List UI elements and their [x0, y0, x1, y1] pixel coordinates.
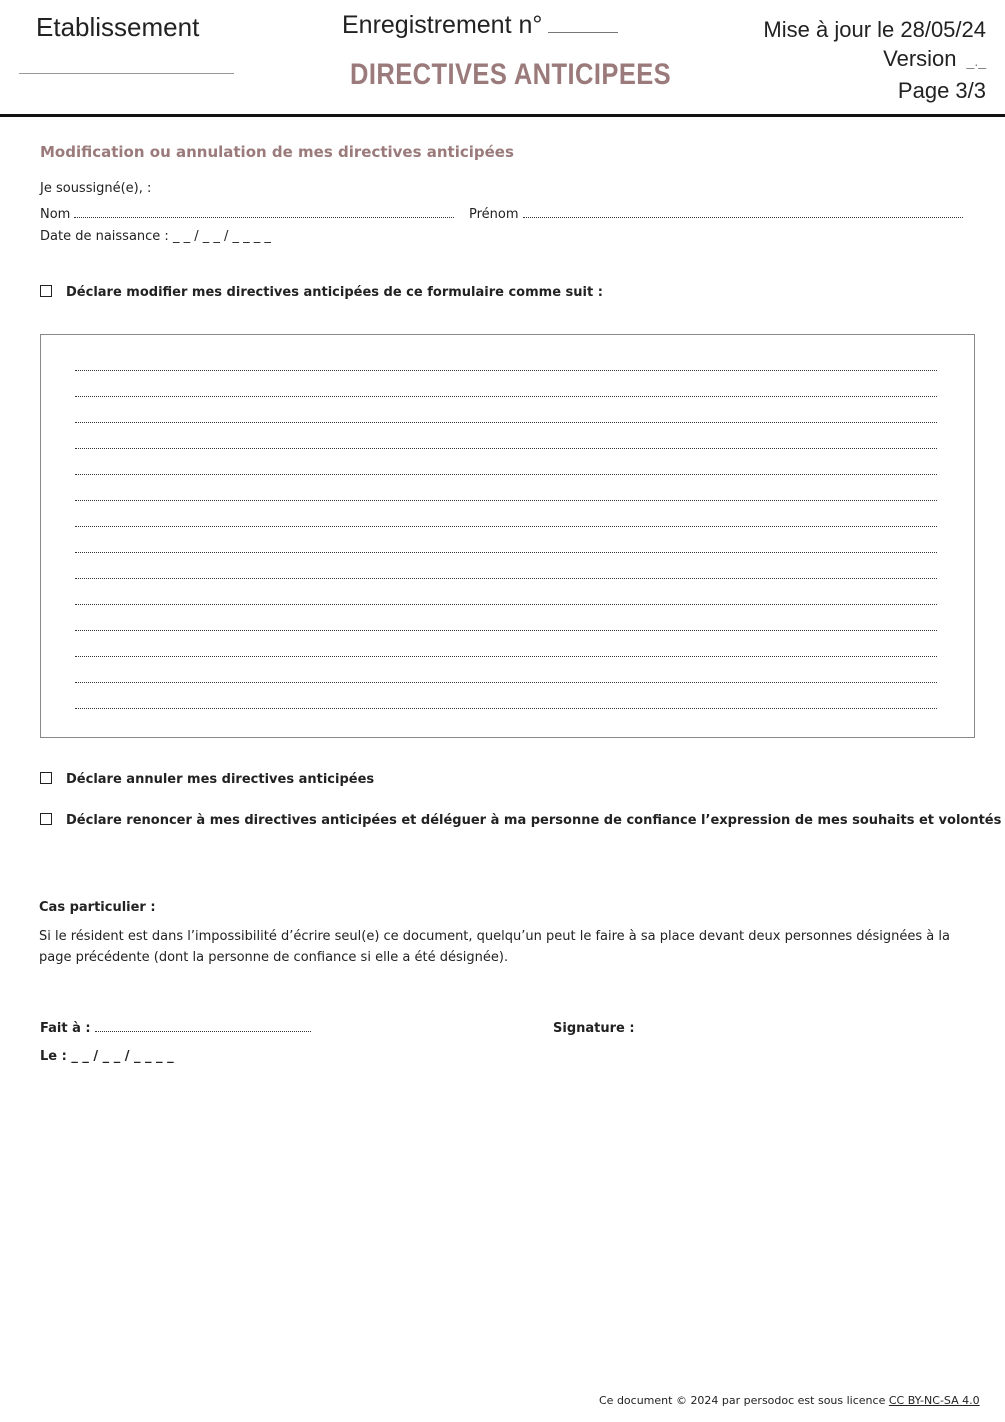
document-meta [763, 15, 986, 105]
version-value: _._ [966, 53, 986, 69]
writing-line [75, 370, 937, 371]
page-number: Page 3/3 [897, 78, 986, 103]
option-cancel-label: Déclare annuler mes directives anticipées [66, 772, 375, 787]
writing-line [75, 682, 937, 683]
writing-line [75, 448, 937, 449]
last-name-field[interactable] [40, 205, 454, 222]
writing-line [75, 474, 937, 475]
option-modify[interactable] [40, 285, 603, 300]
writing-line [75, 552, 937, 553]
date-field[interactable]: Le : _ _ / _ _ / _ _ _ _ [40, 1049, 174, 1064]
registration-label: Enregistrement n° [342, 11, 543, 39]
writing-line [75, 656, 937, 657]
checkbox[interactable] [40, 813, 52, 825]
checkbox[interactable] [40, 285, 52, 297]
page-title: DIRECTIVES ANTICIPEES [350, 58, 672, 91]
writing-line [75, 630, 937, 631]
update-date: Mise à jour le 28/05/24 [763, 17, 986, 42]
license-link[interactable]: CC BY-NC-SA 4.0 [888, 1394, 980, 1407]
last-name-label: Nom [40, 207, 71, 222]
first-name-field[interactable] [469, 205, 963, 222]
undersigned-label: Je soussigné(e), : [40, 181, 152, 196]
footer-text: Ce document © 2024 par persodoc est sous licence [599, 1394, 886, 1407]
version [763, 44, 986, 76]
section-title: Modification ou annulation de mes directives anticipées [40, 143, 514, 161]
option-renounce-label: Déclare renoncer à mes directives anticipées et déléguer à ma personne de confiance l’expression de mes souhaits et volontés [66, 813, 1002, 828]
special-case-text: Si le résident est dans l’impossibilité d’écrire seul(e) ce document, quelqu’un peut le faire à sa place devant deux personnes désignées à la page précédente (dont la personne de confiance si elle a été désignée). [39, 929, 950, 965]
registration-blank [548, 32, 618, 33]
place-field[interactable] [40, 1021, 311, 1036]
writing-line [75, 708, 937, 709]
version-label: Version [883, 46, 957, 71]
writing-line [75, 422, 937, 423]
first-name-label: Prénom [469, 207, 519, 222]
writing-line [75, 578, 937, 579]
option-modify-label: Déclare modifier mes directives anticipées de ce formulaire comme suit : [66, 285, 603, 300]
checkbox[interactable] [40, 772, 52, 784]
license-footer [599, 1394, 980, 1407]
place-label: Fait à : [40, 1021, 91, 1036]
establishment-label: Etablissement [36, 12, 200, 42]
birth-date-field[interactable]: Date de naissance : _ _ / _ _ / _ _ _ _ [40, 229, 271, 244]
option-renounce[interactable] [40, 813, 1001, 828]
header-divider [0, 114, 1005, 117]
writing-line [75, 396, 937, 397]
special-case-title: Cas particulier : [39, 900, 156, 915]
signature-label: Signature : [553, 1021, 635, 1036]
option-cancel[interactable] [40, 772, 374, 787]
modification-text-area[interactable] [40, 334, 975, 738]
establishment-blank [19, 73, 234, 74]
writing-line [75, 604, 937, 605]
registration-number [342, 11, 618, 40]
writing-line [75, 500, 937, 501]
writing-line [75, 526, 937, 527]
